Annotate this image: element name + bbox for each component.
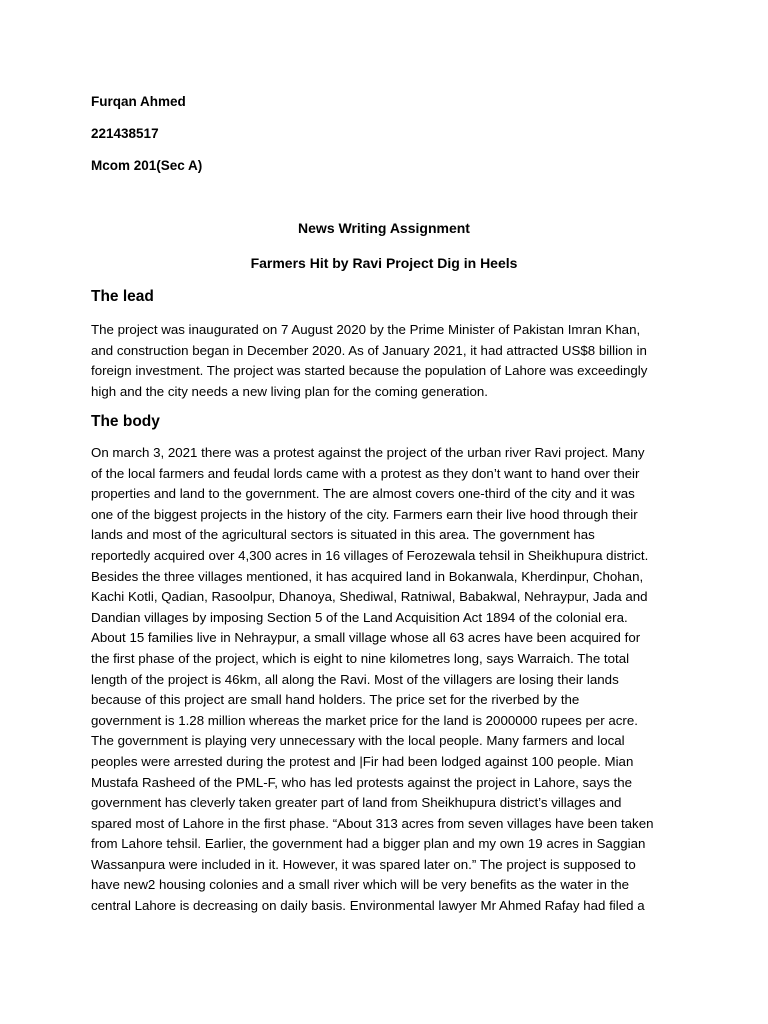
body-line: reportedly acquired over 4,300 acres in 16 villages of Ferozewala tehsil in Sheikhupura district. bbox=[91, 547, 649, 563]
body-line: Wassanpura were included in it. However, it was spared later on.” The project is supposed to bbox=[91, 856, 636, 872]
lead-heading: The lead bbox=[91, 288, 154, 305]
body-line: central Lahore is decreasing on daily basis. Environmental lawyer Mr Ahmed Rafay had filed a bbox=[91, 898, 645, 914]
body-line: Mustafa Rasheed of the PML-F, who has led protests against the project in Lahore, says the bbox=[91, 774, 633, 790]
body-line: spared most of Lahore in the first phase. “About 313 acres from seven villages have been taken bbox=[91, 815, 654, 831]
lead-line: and construction began in December 2020. As of January 2021, it had attracted US$8 billion in bbox=[91, 342, 647, 358]
body-line: properties and land to the government. The are almost covers one-third of the city and it was bbox=[91, 486, 635, 502]
body-line: On march 3, 2021 there was a protest against the project of the urban river Ravi project. Many bbox=[91, 445, 645, 460]
author-name: Furqan Ahmed bbox=[91, 94, 186, 109]
body-line: government has cleverly taken greater part of land from Sheikhupura district’s villages and bbox=[91, 795, 622, 811]
body-line: from Lahore tehsil. Earlier, the government had a bigger plan and my own 19 acres in Saggian bbox=[91, 836, 646, 852]
body-line: lands and most of the agricultural sectors is situated in this area. The government has bbox=[91, 527, 595, 543]
body-line: one of the biggest projects in the history of the city. Farmers earn their live hood through their bbox=[91, 506, 638, 522]
lead-line: high and the city needs a new living plan for the coming generation. bbox=[91, 383, 488, 399]
lead-line: The project was inaugurated on 7 August 2020 by the Prime Minister of Pakistan Imran Khan, bbox=[91, 322, 641, 337]
assignment-title: News Writing Assignment bbox=[298, 220, 470, 236]
body-line: Kachi Kotli, Qadian, Rasoolpur, Dhanoya, Shediwal, Ratniwal, Babakwal, Nehraypur, Jada and bbox=[91, 589, 648, 605]
body-line: The government is playing very unnecessary with the local people. Many farmers and local bbox=[91, 733, 625, 749]
body-line: the first phase of the project, which is eight to nine kilometres long, says Warraich. The total bbox=[91, 650, 630, 666]
body-paragraph bbox=[91, 443, 691, 917]
lead-line: foreign investment. The project was started because the population of Lahore was exceedingly bbox=[91, 363, 648, 379]
body-line: of the local farmers and feudal lords came with a protest as they don’t want to hand over their bbox=[91, 465, 640, 481]
body-line: have new2 housing colonies and a small river which will be very benefits as the water in the bbox=[91, 877, 630, 893]
body-line: Besides the three villages mentioned, it has acquired land in Bokanwala, Kherdinpur, Chohan, bbox=[91, 568, 644, 584]
course-section: Mcom 201(Sec A) bbox=[91, 158, 203, 173]
body-line: length of the project is 46km, all along the Ravi. Most of the villagers are losing their lands bbox=[91, 671, 619, 687]
lead-paragraph bbox=[91, 320, 691, 402]
student-id: 221438517 bbox=[91, 126, 159, 141]
body-heading: The body bbox=[91, 413, 160, 430]
body-line: Dandian villages by imposing Section 5 of the Land Acquisition Act 1894 of the colonial era. bbox=[91, 609, 628, 625]
body-line: because of this project are small hand holders. The price set for the riverbed by the bbox=[91, 692, 580, 708]
body-line: About 15 families live in Nehraypur, a small village whose all 63 acres have been acquired for bbox=[91, 630, 641, 646]
article-headline: Farmers Hit by Ravi Project Dig in Heels bbox=[250, 255, 518, 271]
body-line: peoples were arrested during the protest and |Fir had been lodged against 100 people. Mian bbox=[91, 753, 634, 769]
body-line: government is 1.28 million whereas the market price for the land is 2000000 rupees per acre. bbox=[91, 712, 638, 728]
